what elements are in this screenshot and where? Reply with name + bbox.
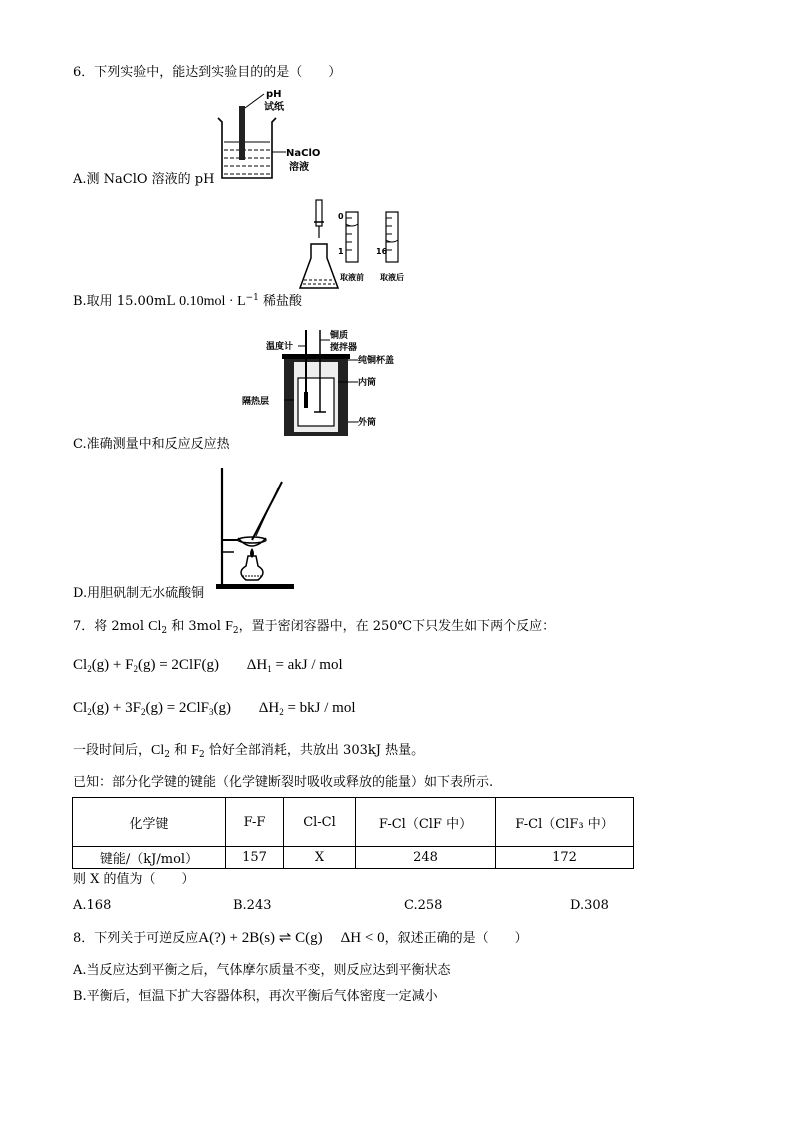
equation-2: $Cl_2(g) + 3F_2(g) = 2ClF_3(g) \Delta H_2$ = bkJ / mol — [73, 700, 356, 717]
fig-c-inner: 内筒 — [358, 378, 377, 388]
burette-flask-figure — [296, 198, 416, 298]
q8-option-b: B.平衡后，恒温下扩大容器体积，再次平衡后气体密度一定减小 — [73, 989, 438, 1004]
fig-c-stir1: 铜质 — [330, 331, 349, 341]
q7-option-c: C.258 — [404, 898, 443, 913]
table-header-cell: Cl-Cl — [284, 798, 356, 847]
fig-c-insul: 隔热层 — [242, 397, 270, 407]
q7-option-a: A.168 — [73, 898, 112, 913]
q7-option-d: D.308 — [570, 898, 609, 913]
fig-b-after: 取液后 — [380, 273, 404, 282]
fig-a-label-ph: pH — [266, 89, 282, 100]
q7-option-b: B.243 — [233, 898, 272, 913]
table-header-cell: F-Cl（ClF₃ 中） — [496, 798, 634, 847]
table-cell: 248 — [356, 847, 496, 869]
equation-1: $Cl_2(g) + F_2(g) = 2ClF(g) \Delta H_1$ = akJ / mol — [73, 657, 343, 674]
q7-ask: 则 X 的值为（ ） — [73, 872, 195, 887]
table-header-cell: 化学键 — [73, 798, 226, 847]
q6-option-a: A.测 NaClO 溶液的 pH — [73, 172, 215, 187]
table-cell: 键能/（kJ/mol） — [73, 847, 226, 869]
q8-option-a: A.当反应达到平衡之后，气体摩尔质量不变，则反应达到平衡状态 — [73, 963, 451, 978]
fig-b-tick-0: 0 — [338, 212, 344, 221]
q6-option-b: B.取用 15.00mL $0.10mol \cdot L^{-1}$ 稀盐酸 — [73, 293, 303, 309]
table-row — [73, 847, 634, 869]
bond-energy-table — [72, 797, 634, 869]
q8-stem: 8．下列关于可逆反应A(?) + 2B(s) ⇌ C(g) ΔH < 0，叙述正确的是（ ） — [73, 930, 528, 946]
fig-c-outer: 外筒 — [358, 418, 377, 428]
table-header-row — [73, 798, 634, 847]
ring-stand-figure — [212, 466, 302, 592]
q6-option-d: D.用胆矾制无水硫酸铜 — [73, 586, 205, 601]
table-header-cell: F-Cl（ClF 中） — [356, 798, 496, 847]
table-cell: 172 — [496, 847, 634, 869]
fig-c-stir2: 搅拌器 — [330, 343, 358, 353]
fig-a-label-paper: 试纸 — [264, 102, 284, 113]
fig-c-lid: 纯铜杯盖 — [358, 356, 395, 366]
calorimeter-figure — [242, 326, 404, 438]
fig-b-before: 取液前 — [340, 273, 364, 282]
table-cell: 157 — [226, 847, 284, 869]
q7-known: 已知：部分化学键的键能（化学键断裂时吸收或释放的能量）如下表所示. — [73, 775, 494, 790]
q7-stem: 7．将 2mol $Cl_2$ 和 3mol $F_2$，置于密闭容器中，在 250℃下只发生如下两个反应： — [73, 619, 556, 636]
fig-a-label-naclo: NaClO — [286, 148, 321, 159]
q7-after: 一段时间后，$Cl_2$ 和 $F_2$ 恰好全部消耗，共放出 303kJ 热量。 — [73, 743, 425, 760]
q6-stem: 6．下列实验中，能达到实验目的的是（ ） — [73, 65, 342, 80]
table-header-cell: F-F — [226, 798, 284, 847]
fig-b-tick-1: 1 — [338, 247, 344, 256]
fig-c-thermo: 温度计 — [266, 342, 294, 352]
fig-a-label-solution: 溶液 — [289, 162, 309, 173]
beaker-ph-figure — [212, 86, 332, 182]
fig-b-tick-16: 16 — [376, 247, 388, 256]
table-cell: X — [284, 847, 356, 869]
q6-option-c: C.准确测量中和反应反应热 — [73, 437, 230, 452]
